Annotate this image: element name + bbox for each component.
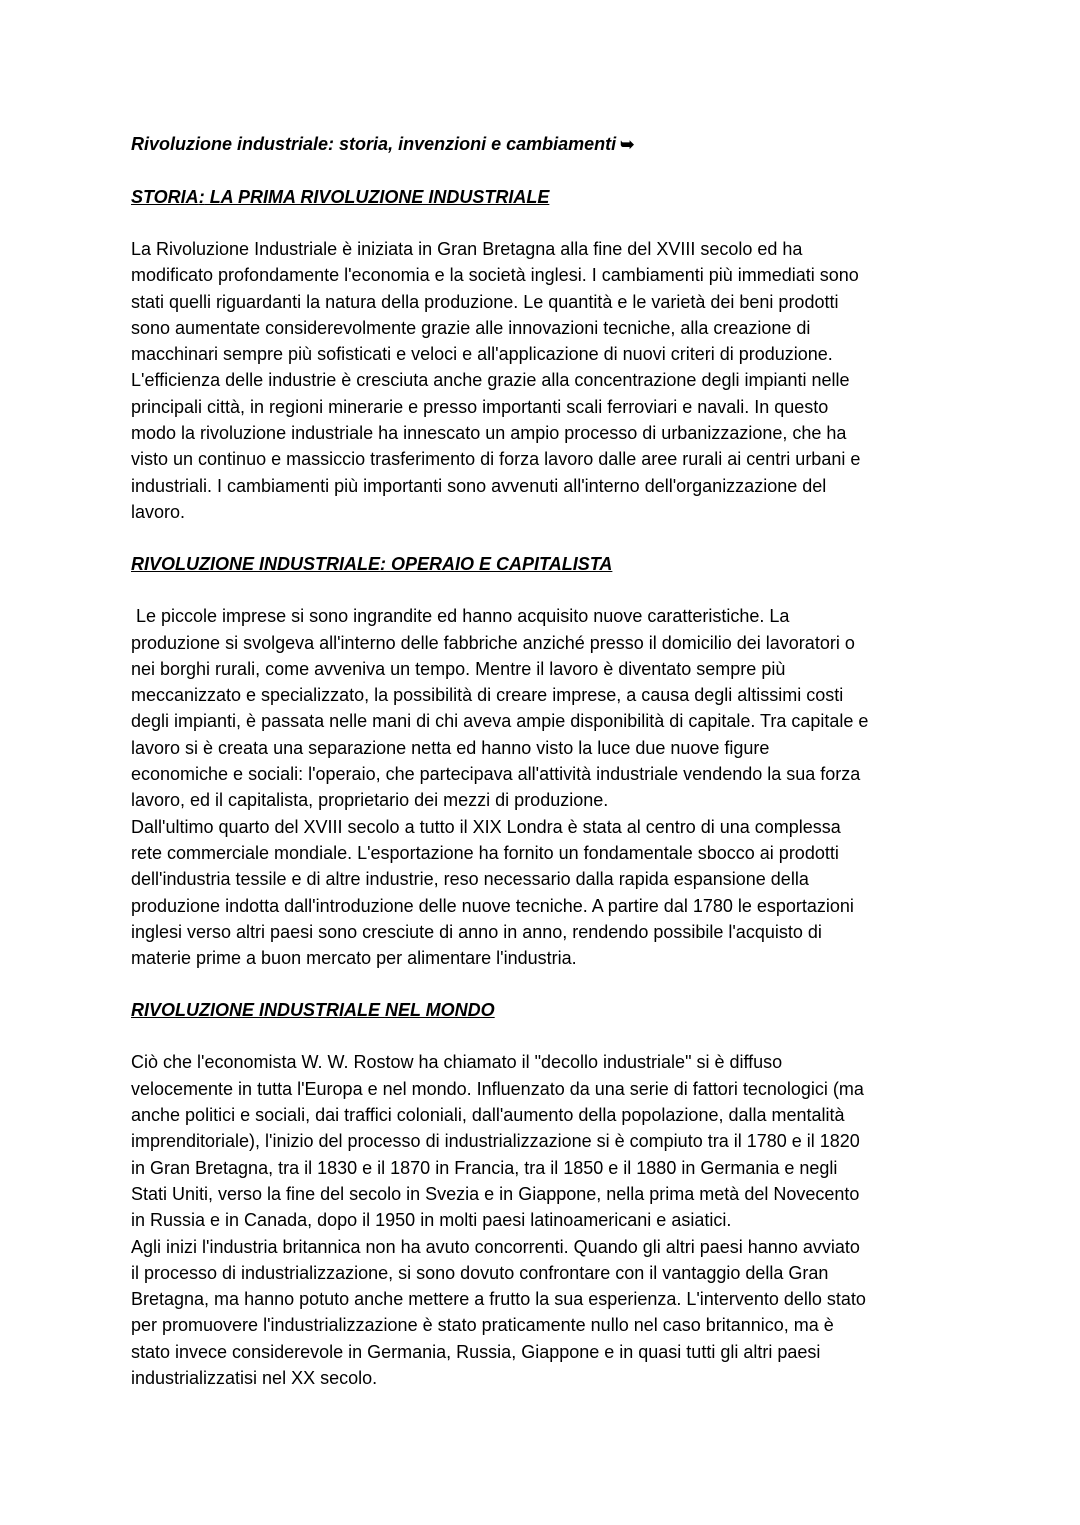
section-body bbox=[131, 603, 961, 971]
text-line: Stati Uniti, verso la fine del secolo in Svezia e in Giappone, nella prima metà del Novecento bbox=[131, 1183, 860, 1204]
section-heading-part-b: LA PRIMA RIVOLUZIONE INDUSTRIALE bbox=[204, 187, 550, 207]
section-body bbox=[131, 1049, 961, 1391]
title-comma: , bbox=[388, 134, 394, 154]
paragraph bbox=[131, 1234, 961, 1392]
title-separator: : bbox=[328, 134, 335, 154]
section-heading bbox=[131, 997, 961, 1023]
text-line: L'efficienza delle industrie è cresciuta anche grazie alla concentrazione degli impianti nelle bbox=[131, 370, 850, 391]
section-nel-mondo bbox=[131, 997, 961, 1391]
text-line: industrializzatisi nel XX secolo. bbox=[131, 1367, 378, 1388]
arrow-right-icon: ➥ bbox=[620, 135, 635, 154]
title-part-1: Rivoluzione industriale bbox=[131, 134, 329, 154]
text-line: anche politici e sociali, dai traffici coloniali, dall'aumento della popolazione, dalla mentalità bbox=[131, 1105, 845, 1126]
text-line: lavoro si è creata una separazione netta ed hanno visto la luce due nuove figure bbox=[131, 737, 770, 758]
text-line: lavoro, ed il capitalista, proprietario dei mezzi di produzione. bbox=[131, 790, 609, 811]
section-heading bbox=[131, 551, 961, 577]
section-operaio-capitalista bbox=[131, 551, 961, 971]
title-part-2: storia bbox=[334, 134, 389, 154]
text-line: Le piccole imprese si sono ingrandite ed hanno acquisito nuove caratteristiche. La bbox=[131, 606, 790, 627]
section-heading-part-a: RIVOLUZIONE INDUSTRIALE NEL MONDO bbox=[131, 1000, 495, 1021]
text-line: lavoro. bbox=[131, 501, 186, 522]
paragraph bbox=[131, 814, 961, 972]
text-line: principali città, in regioni minerarie e presso importanti scali ferroviari e navali. In questo bbox=[131, 396, 829, 417]
text-line: visto un continuo e massiccio trasferimento di forza lavoro dalle aree rurali ai centri urbani e bbox=[131, 449, 861, 470]
text-line: Agli inizi l'industria britannica non ha avuto concorrenti. Quando gli altri paesi hanno avviato bbox=[131, 1236, 860, 1257]
text-line: velocemente in tutta l'Europa e nel mondo. Influenzato da una serie di fattori tecnologici (ma bbox=[131, 1078, 864, 1099]
text-line: rete commerciale mondiale. L'esportazione ha fornito un fondamentale sbocco ai prodotti bbox=[131, 842, 839, 863]
text-line: produzione si svolgeva all'interno delle fabbriche anziché presso il domicilio dei lavoratori o bbox=[131, 632, 855, 653]
text-line: in Gran Bretagna, tra il 1830 e il 1870 in Francia, tra il 1850 e il 1880 in Germania e negli bbox=[131, 1157, 838, 1178]
text-line: in Russia e in Canada, dopo il 1950 in molti paesi latinoamericani e asiatici. bbox=[131, 1210, 732, 1231]
text-line: modo la rivoluzione industriale ha innescato un ampio processo di urbanizzazione, che ha bbox=[131, 423, 847, 444]
section-heading-part-a: RIVOLUZIONE INDUSTRIALE bbox=[131, 554, 381, 575]
text-line: nei borghi rurali, come avveniva un tempo. Mentre il lavoro è diventato sempre più bbox=[131, 658, 786, 679]
text-line: inglesi verso altri paesi sono cresciute di anno in anno, rendendo possibile l'acquisto di bbox=[131, 921, 822, 942]
title-part-3: invenzioni e cambiamenti bbox=[393, 134, 617, 154]
section-prima-rivoluzione bbox=[131, 184, 961, 525]
text-line: economiche e sociali: l'operaio, che partecipava all'attività industriale vendendo la sua forza bbox=[131, 764, 861, 785]
section-heading-separator: : bbox=[380, 554, 387, 575]
text-line: Bretagna, ma hanno potuto anche mettere a frutto la sua esperienza. L'intervento dello stato bbox=[131, 1289, 866, 1310]
text-line: il processo di industrializzazione, si sono dovuto confrontare con il vantaggio della Gran bbox=[131, 1262, 829, 1283]
text-line: per promuovere l'industrializzazione è stato praticamente nullo nel caso britannico, ma è bbox=[131, 1315, 834, 1336]
text-line: stati quelli riguardanti la natura della produzione. Le quantità e le varietà dei beni prodotti bbox=[131, 291, 839, 312]
section-heading-part-a: STORIA bbox=[131, 187, 199, 207]
text-line: produzione indotta dall'introduzione delle nuove tecniche. A partire dal 1780 le esportazioni bbox=[131, 895, 854, 916]
paragraph bbox=[131, 603, 961, 813]
text-line: dell'industria tessile e di altre industrie, reso necessario dalla rapida espansione della bbox=[131, 869, 809, 890]
document-title bbox=[131, 131, 961, 158]
text-line: La Rivoluzione Industriale è iniziata in Gran Bretagna alla fine del XVIII secolo ed ha bbox=[131, 239, 803, 259]
text-line: materie prime a buon mercato per alimentare l'industria. bbox=[131, 948, 577, 969]
section-heading-part-b: OPERAIO E CAPITALISTA bbox=[386, 554, 613, 575]
document-page bbox=[131, 131, 961, 1417]
text-line: degli impianti, è passata nelle mani di chi aveva ampie disponibilità di capitale. Tra capitale e bbox=[131, 711, 869, 732]
text-line: Dall'ultimo quarto del XVIII secolo a tutto il XIX Londra è stata al centro di una complessa bbox=[131, 816, 841, 837]
text-line: stato invece considerevole in Germania, Russia, Giappone e in quasi tutti gli altri paesi bbox=[131, 1341, 821, 1362]
section-heading-separator: : bbox=[198, 187, 205, 207]
paragraph bbox=[131, 236, 961, 525]
text-line: Ciò che l'economista W. W. Rostow ha chiamato il "decollo industriale" si è diffuso bbox=[131, 1052, 783, 1073]
section-heading bbox=[131, 184, 961, 210]
text-line: macchinari sempre più sofisticati e veloci e all'applicazione di nuovi criteri di produzione. bbox=[131, 344, 833, 365]
text-line: imprenditoriale), l'inizio del processo di industrializzazione si è compiuto tra il 1780 e il 1820 bbox=[131, 1131, 860, 1152]
text-line: industriali. I cambiamenti più importanti sono avvenuti all'interno dell'organizzazione del bbox=[131, 475, 827, 496]
text-line: meccanizzato e specializzato, la possibilità di creare imprese, a causa degli altissimi costi bbox=[131, 685, 844, 706]
text-line: sono aumentate considerevolmente grazie alle innovazioni tecniche, alla creazione di bbox=[131, 317, 811, 338]
section-body bbox=[131, 236, 961, 525]
paragraph bbox=[131, 1049, 961, 1233]
text-line: modificato profondamente l'economia e la società inglesi. I cambiamenti più immediati sono bbox=[131, 265, 859, 286]
